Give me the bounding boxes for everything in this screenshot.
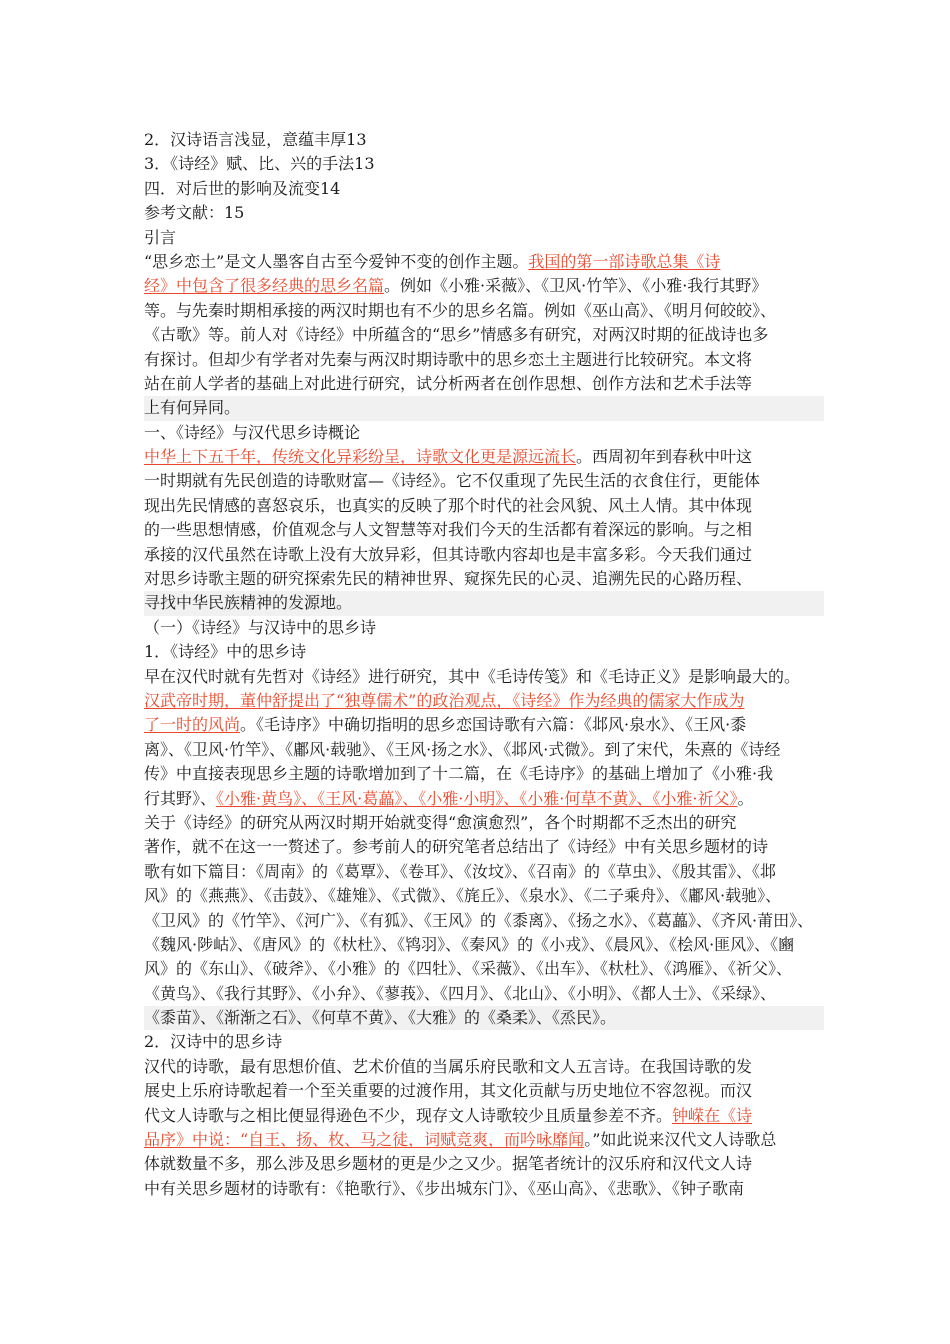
text-segment: 。西周初年到春秋中叶这 [576, 447, 753, 467]
text-segment: 传》中直接表现思乡主题的诗歌增加到了十二篇，在《毛诗序》的基础上增加了《小雅·我 [144, 764, 774, 784]
highlighted-text: 中华上下五千年，传统文化异彩纷呈，诗歌文化更是源远流长 [144, 447, 577, 467]
text-segment: 《古歌》等。前人对《诗经》中所蕴含的“思乡”情感多有研究，对两汉时期的征战诗也多 [144, 325, 769, 345]
text-segment: 早在汉代时就有先哲对《诗经》进行研究，其中《毛诗传笺》和《毛诗正义》是影响最大的。 [144, 666, 801, 686]
text-line [144, 128, 824, 152]
highlighted-text: 钟嵘在《诗 [672, 1105, 753, 1125]
text-line [144, 152, 824, 176]
text-line [144, 494, 824, 518]
text-segment: 行其野》、 [144, 788, 217, 808]
text-line [144, 933, 824, 957]
text-segment: 站在前人学者的基础上对此进行研究，试分析两者在创作思想、创作方法和艺术手法等 [144, 373, 753, 393]
text-segment: 关于《诗经》的研究从两汉时期开始就变得“愈演愈烈”，各个时期都不乏杰出的研究 [144, 812, 737, 832]
text-line [144, 616, 824, 640]
highlighted-text: 品序》中说：“自王、扬、枚、马之徒，词赋竞爽，而吟咏靡闻 [144, 1130, 585, 1150]
text-segment: 上有何异同。 [144, 398, 241, 418]
text-line [144, 372, 824, 396]
text-line [144, 835, 824, 859]
text-line [144, 518, 824, 542]
text-line [144, 957, 824, 981]
text-line [144, 201, 824, 225]
highlighted-text: 我国的第一部诗歌总集《诗 [528, 251, 721, 271]
text-line [144, 469, 824, 493]
text-line [144, 1079, 824, 1103]
text-line [144, 396, 824, 420]
text-line [144, 226, 824, 250]
text-segment: 有探讨。但却少有学者对先秦与两汉时期诗歌中的思乡恋土主题进行比较研究。本文将 [144, 349, 753, 369]
text-line [144, 762, 824, 786]
text-line [144, 299, 824, 323]
text-line [144, 640, 824, 664]
highlighted-text: 经》中包含了很多经典的思乡名篇 [144, 276, 385, 296]
text-segment: 寻找中华民族精神的发源地。 [144, 593, 353, 613]
text-line [144, 1104, 824, 1128]
text-segment: 等。与先秦时期相承接的两汉时期也有不少的思乡名篇。例如《巫山高》、《明月何皎皎》、 [144, 300, 777, 320]
text-line [144, 1177, 824, 1201]
text-line [144, 811, 824, 835]
text-line [144, 665, 824, 689]
text-segment: 著作，就不在这一一赘述了。参考前人的研究笔者总结出了《诗经》中有关思乡题材的诗 [144, 837, 769, 857]
text-line [144, 567, 824, 591]
text-segment: 承接的汉代虽然在诗歌上没有大放异彩，但其诗歌内容却也是丰富多彩。今天我们通过 [144, 544, 753, 564]
text-line [144, 884, 824, 908]
highlighted-text: 《小雅·黄鸟》、《王风·葛藟》、《小雅·小明》、《小雅·何草不黄》、《小雅·祈父》 [216, 788, 738, 808]
text-segment: 一时期就有先民创造的诗歌财富—《诗经》。它不仅重现了先民生活的衣食住行，更能体 [144, 471, 761, 491]
text-line [144, 348, 824, 372]
text-segment: 一、《诗经》与汉代思乡诗概论 [144, 422, 361, 442]
text-line [144, 421, 824, 445]
text-segment: 《卫风》的《竹竿》、《河广》、《有狐》、《王风》的《黍离》、《扬之水》、《葛藟》、《齐风·莆田》、 [144, 910, 814, 930]
highlighted-text: 了一时的风尚 [144, 715, 241, 735]
text-line [144, 860, 824, 884]
text-segment: 风》的《东山》、《破斧》、《小雅》的《四牡》、《采薇》、《出车》、《杕杜》、《鸿雁》、《祈父》、 [144, 959, 793, 979]
text-segment: 中有关思乡题材的诗歌有：《艳歌行》、《步出城东门》、《巫山高》、《悲歌》、《钟子歌南 [144, 1178, 745, 1198]
text-segment: 的一些思想情感，价值观念与人文智慧等对我们今天的生活都有着深远的影响。与之相 [144, 520, 753, 540]
text-line [144, 543, 824, 567]
text-segment: 《黄鸟》、《我行其野》、《小弁》、《蓼莪》、《四月》、《北山》、《小明》、《都人士》、《采绿》、 [144, 983, 777, 1003]
text-line [144, 713, 824, 737]
text-segment: 代文人诗歌与之相比便显得逊色不少，现存文人诗歌较少且质量参差不齐。 [144, 1105, 673, 1125]
text-segment: 体就数量不多，那么涉及思乡题材的更是少之又少。据笔者统计的汉乐府和汉代文人诗 [144, 1154, 753, 1174]
text-segment: 参考文献：15 [144, 203, 245, 223]
text-line [144, 1030, 824, 1054]
text-segment: 。例如《小雅·采薇》、《卫风·竹竿》、《小雅·我行其野》 [384, 276, 768, 296]
text-line [144, 982, 824, 1006]
text-segment: 《魏风·陟岵》、《唐风》的《杕杜》、《鸨羽》、《秦风》的《小戎》、《晨风》、《桧风·匪风》、《豳 [144, 934, 795, 954]
text-line [144, 1152, 824, 1176]
text-line [144, 177, 824, 201]
text-segment: 。 [737, 788, 754, 808]
text-line [144, 1128, 824, 1152]
document-body [144, 128, 824, 1201]
text-line [144, 323, 824, 347]
text-segment: 展史上乐府诗歌起着一个至关重要的过渡作用，其文化贡献与历史地位不容忽视。而汉 [144, 1081, 753, 1101]
text-segment: 歌有如下篇目：《周南》的《葛覃》、《卷耳》、《汝坟》、《召南》的《草虫》、《殷其雷》、《邶 [144, 861, 777, 881]
text-segment: “思乡恋土”是文人墨客自古至今爱钟不变的创作主题。 [144, 251, 529, 271]
text-line [144, 1055, 824, 1079]
text-segment: 2．汉诗中的思乡诗 [144, 1032, 283, 1052]
text-line [144, 445, 824, 469]
text-segment: 《黍苗》、《渐渐之石》、《何草不黄》、《大雅》的《桑柔》、《烝民》。 [144, 1008, 617, 1028]
text-line [144, 1006, 824, 1030]
text-segment: 风》的《燕燕》、《击鼓》、《雄雉》、《式微》、《旄丘》、《泉水》、《二子乘舟》、《鄘风·载驰》、 [144, 886, 782, 906]
text-segment: 。《毛诗序》中确切指明的思乡恋国诗歌有六篇：《邶风·泉水》、《王风·黍 [240, 715, 747, 735]
text-line [144, 738, 824, 762]
text-segment: 四．对后世的影响及流变14 [144, 178, 341, 198]
text-line [144, 787, 824, 811]
text-line [144, 250, 824, 274]
text-segment: 汉代的诗歌，最有思想价值、艺术价值的当属乐府民歌和文人五言诗。在我国诗歌的发 [144, 1056, 753, 1076]
highlighted-text: 汉武帝时期，董仲舒提出了“独尊儒术”的政治观点，《诗经》作为经典的儒家大作成为 [144, 690, 745, 710]
text-segment: 现出先民情感的喜怒哀乐，也真实的反映了那个时代的社会风貌、风土人情。其中体现 [144, 495, 753, 515]
text-segment: 3．《诗经》赋、比、兴的手法13 [144, 154, 375, 174]
text-segment: 。”如此说来汉代文人诗歌总 [584, 1130, 777, 1150]
text-line [144, 909, 824, 933]
text-segment: （一）《诗经》与汉诗中的思乡诗 [144, 617, 377, 637]
text-segment: 引言 [144, 227, 177, 247]
text-line [144, 689, 824, 713]
text-segment: 对思乡诗歌主题的研究探索先民的精神世界、窥探先民的心灵、追溯先民的心路历程、 [144, 569, 753, 589]
text-segment: 离》、《卫风·竹竿》、《鄘风·载驰》、《王风·扬之水》、《邶风·式微》。到了宋代，朱熹的《诗经 [144, 739, 781, 759]
text-segment: 2．汉诗语言浅显，意蕴丰厚13 [144, 130, 367, 149]
text-line [144, 274, 824, 298]
text-line [144, 591, 824, 615]
text-segment: 1．《诗经》中的思乡诗 [144, 642, 307, 662]
